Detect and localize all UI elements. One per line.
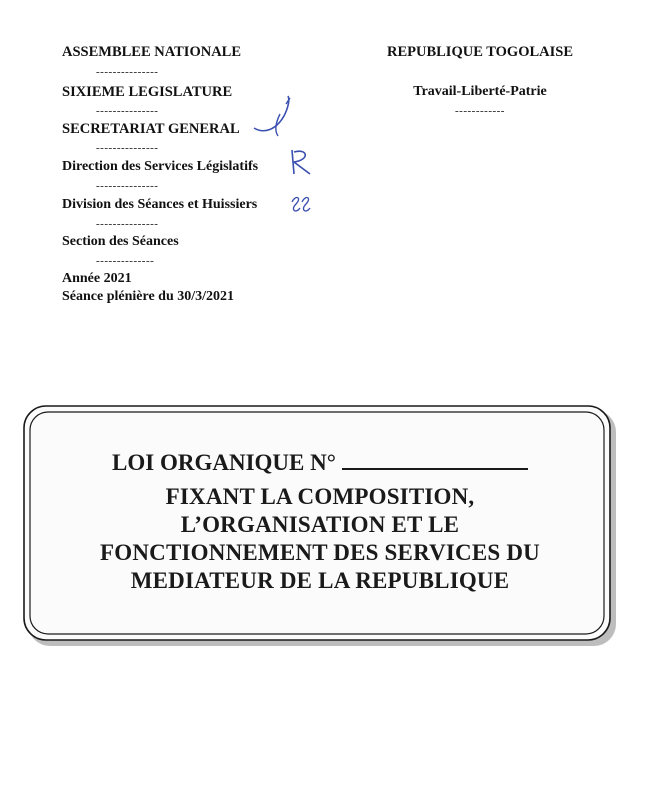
law-number-line xyxy=(22,448,618,476)
session-date: Séance plénière du 30/3/2021 xyxy=(62,289,235,304)
subject-line: FONCTIONNEMENT DES SERVICES DU xyxy=(100,540,540,565)
separator: -------------- xyxy=(96,255,155,267)
separator: --------------- xyxy=(96,218,159,230)
subject-line: MEDIATEUR DE LA REPUBLIQUE xyxy=(130,568,510,593)
separator: --------------- xyxy=(96,66,159,78)
initials-mark xyxy=(288,192,318,216)
separator: --------------- xyxy=(96,105,159,117)
direction-name: Direction des Services Législatifs xyxy=(62,159,259,174)
initials-mark xyxy=(286,146,316,178)
republic-name: REPUBLIQUE TOGOLAISE xyxy=(386,44,573,60)
assembly-name: ASSEMBLEE NATIONALE xyxy=(62,44,242,60)
secretariat-name: SECRETARIAT GENERAL xyxy=(62,121,240,137)
law-number-blank xyxy=(342,448,528,470)
separator: ------------ xyxy=(455,105,505,117)
subject-line: L’ORGANISATION ET LE xyxy=(180,512,460,537)
separator: --------------- xyxy=(96,142,159,154)
signature-mark xyxy=(250,94,298,140)
legislature-name: SIXIEME LEGISLATURE xyxy=(62,84,233,100)
section-name: Section des Séances xyxy=(62,234,179,249)
subject-line: FIXANT LA COMPOSITION, xyxy=(165,484,475,509)
law-label: LOI ORGANIQUE N° xyxy=(112,450,336,475)
year-label: Année 2021 xyxy=(62,271,132,286)
separator: --------------- xyxy=(96,180,159,192)
national-motto: Travail-Liberté-Patrie xyxy=(413,84,547,99)
title-block xyxy=(22,404,618,648)
division-name: Division des Séances et Huissiers xyxy=(62,197,258,212)
